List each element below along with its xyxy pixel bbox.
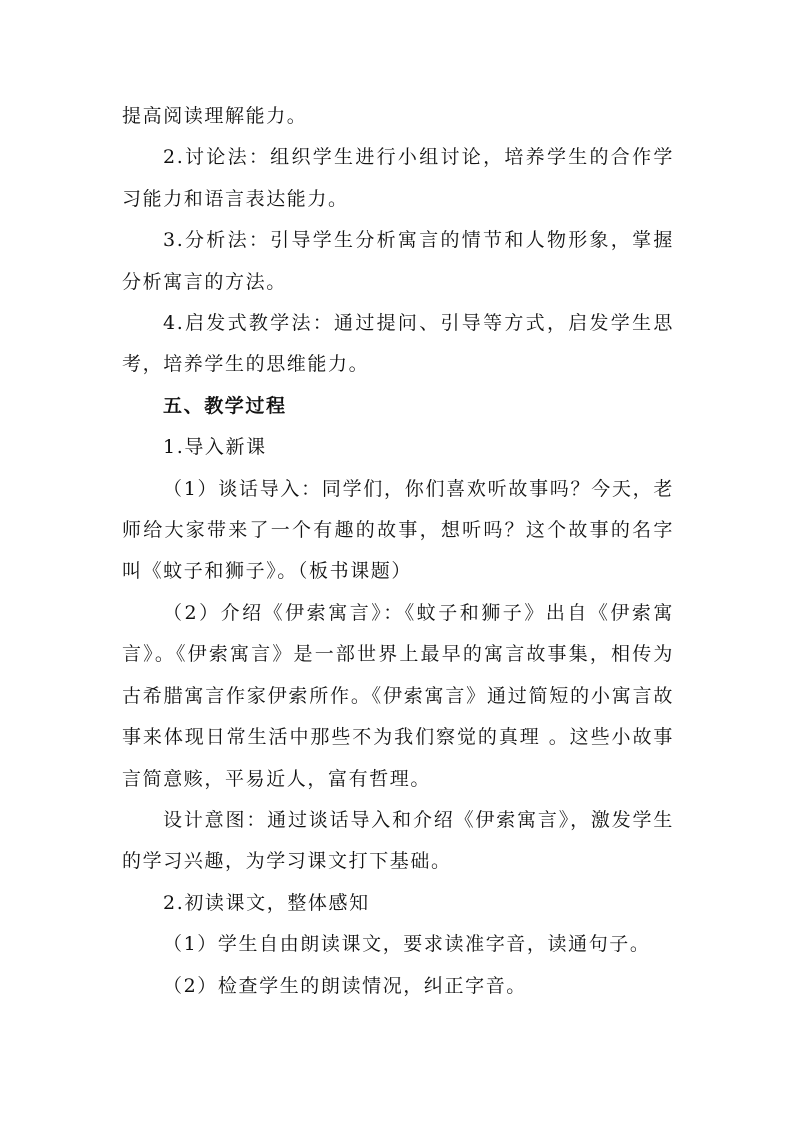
document-body <box>122 96 674 1007</box>
paragraph-check-reading: （2）检查学生的朗读情况，纠正字音。 <box>163 974 527 997</box>
paragraph-talk-introduction: （1）谈话导入：同学们，你们喜欢听故事吗？今天，老师给大家带来了一个有趣的故事，想听吗？这个故事的名字叫《蚊子和狮子》。（板书课题） <box>122 477 674 583</box>
paragraph-continuation: 提高阅读理解能力。 <box>122 105 308 127</box>
paragraph-analysis-method: 3.分析法：引导学生分析寓言的情节和人物形象，掌握分析寓言的方法。 <box>122 229 674 293</box>
paragraph-free-reading: （1）学生自由朗读课文，要求读准字音，读通句子。 <box>163 933 651 956</box>
section-heading-teaching-process: 五、教学过程 <box>163 394 287 417</box>
paragraph-design-intent: 设计意图：通过谈话导入和介绍《伊索寓言》，激发学生的学习兴趣，为学习课文打下基础。 <box>122 808 674 873</box>
paragraph-discussion-method: 2.讨论法：组织学生进行小组讨论，培养学生的合作学习能力和语言表达能力。 <box>122 146 674 210</box>
subheading-introduce-lesson: 1.导入新课 <box>163 436 267 459</box>
paragraph-heuristic-method: 4.启发式教学法：通过提问、引导等方式，启发学生思考，培养学生的思维能力。 <box>122 312 674 376</box>
paragraph-aesop-introduction: （2）介绍《伊索寓言》：《蚊子和狮子》出自《伊索寓言》。《伊索寓言》是一部世界上最早的寓言故事集，相传为古希腊寓言作家伊索所作。《伊索寓言》通过简短的小寓言故事来体现日常生活中那些不为我们察觉的真理 。这些小故事言简意赅，平易近人，富有哲理。 <box>122 601 674 790</box>
subheading-first-reading: 2.初读课文，整体感知 <box>163 891 370 914</box>
